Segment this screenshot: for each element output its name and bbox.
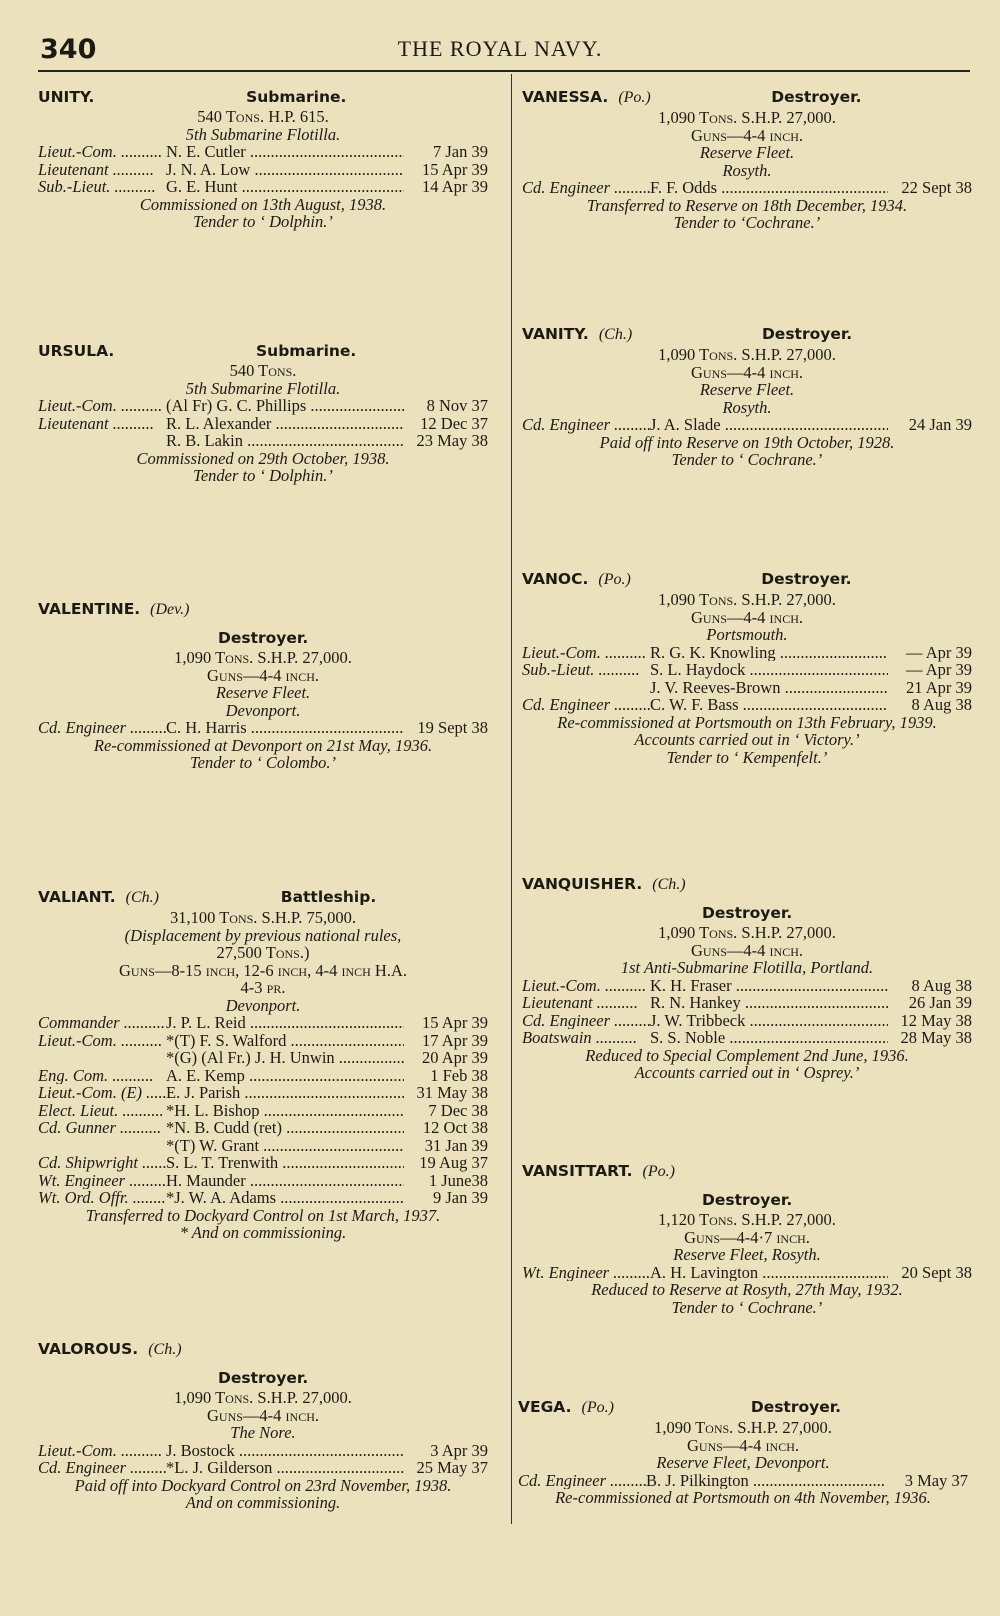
entry-note: Reduced to Special Complement 2nd June, 1936. [585, 1045, 909, 1065]
ship-detail-line: Guns—4-4·7 inch. [684, 1227, 810, 1247]
officer-name: E. J. Parish ..... [166, 1084, 404, 1102]
ship-name: VEGA. [518, 1398, 572, 1416]
officer-row [522, 661, 972, 679]
ship-entry [518, 1398, 968, 1507]
officer-row [38, 1084, 488, 1102]
ship-detail-line: The Nore. [230, 1423, 296, 1442]
ship-detail-line: 1,090 Tons. S.H.P. 27,000. [658, 923, 836, 942]
home-port: (Dev.) [150, 601, 190, 618]
ship-type: Destroyer. [218, 1369, 309, 1387]
ship-entry [38, 600, 488, 772]
appointment-date: 7 Dec 38 [428, 1100, 488, 1120]
officer-row [522, 977, 972, 995]
officer-name: S. L. T. Trenwith ..... [166, 1154, 404, 1172]
officer-row [38, 397, 488, 415]
entry-heading [522, 570, 972, 589]
entry-heading [522, 88, 972, 107]
officer-rank: Sub.-Lieut. ..... [38, 178, 166, 196]
entry-heading [38, 342, 488, 360]
ship-detail-line: 1,090 Tons. S.H.P. 27,000. [654, 1418, 832, 1437]
appointment-date: 20 Sept 38 [901, 1262, 972, 1282]
officer-name: A. E. Kemp ..... [166, 1067, 404, 1085]
home-port: (Ch.) [652, 876, 686, 893]
appointment-date: 12 May 38 [900, 1010, 972, 1030]
officer-name: F. F. Odds ..... [650, 179, 888, 197]
ship-entry [522, 875, 972, 1082]
officer-row [38, 1049, 488, 1067]
entry-heading [38, 888, 488, 907]
home-port: (Po.) [642, 1163, 675, 1180]
officer-name: S. S. Noble ..... [650, 1029, 888, 1047]
officer-row [38, 1172, 488, 1190]
ship-type: Destroyer. [702, 904, 793, 922]
officer-name: B. J. Pilkington ..... [646, 1472, 884, 1490]
officer-name: *(T) W. Grant ..... [166, 1137, 404, 1155]
ship-entry [38, 342, 488, 485]
appointment-date: 17 Apr 39 [422, 1030, 488, 1050]
entry-note: Re-commissioned at Portsmouth on 4th November, 1936. [555, 1488, 931, 1507]
entry-note: Paid off into Dockyard Control on 23rd November, 1938. [74, 1475, 452, 1495]
ship-detail-line: Reserve Fleet, Devonport. [656, 1453, 830, 1472]
ship-detail-line: Guns—4-4 inch. [687, 1435, 799, 1455]
officer-row [522, 416, 972, 434]
appointment-date: 19 Aug 37 [419, 1153, 488, 1172]
officer-name: K. H. Fraser ..... [650, 977, 888, 995]
officer-name: N. E. Cutler ..... [166, 143, 404, 161]
ship-detail-line: 4-3 pr. [240, 978, 286, 997]
ship-detail-line: 31,100 Tons. S.H.P. 75,000. [170, 908, 356, 927]
officer-name: J. N. A. Low ..... [166, 161, 404, 179]
officer-rank: Lieut.-Com. ..... [38, 1442, 166, 1460]
officer-name: A. H. Lavington ..... [650, 1264, 888, 1282]
officer-rank: Lieut.-Com. (E) ..... [38, 1084, 166, 1102]
appointment-date: 19 Sept 38 [417, 718, 488, 737]
officer-name: G. E. Hunt ..... [166, 178, 404, 196]
officer-rank: Cd. Engineer ..... [38, 719, 166, 737]
ship-detail-line: Guns—4-4 inch. [691, 362, 803, 382]
appointment-date: 1 June38 [428, 1170, 488, 1190]
officer-name: C. W. F. Bass ..... [650, 696, 888, 714]
officer-rank: Cd. Gunner ..... [38, 1119, 166, 1137]
appointment-date: 3 Apr 39 [430, 1440, 488, 1460]
officer-rank: Cd. Engineer ..... [522, 416, 650, 434]
entry-note: Tender to ‘ Cochrane.’ [671, 450, 823, 469]
officer-rank: Lieut.-Com. ..... [38, 397, 166, 415]
officer-row [38, 1137, 488, 1155]
officer-row [38, 1442, 488, 1460]
ship-type: Destroyer. [218, 629, 309, 647]
officer-name: R. B. Lakin ..... [166, 432, 404, 450]
officer-rank: Lieutenant ..... [38, 415, 166, 433]
officer-row [38, 1032, 488, 1050]
ship-entry [522, 325, 972, 469]
ship-detail-line: Reserve Fleet. [215, 683, 311, 702]
appointment-date: 3 May 37 [904, 1470, 968, 1490]
ship-detail-line: 5th Submarine Flotilla. [185, 378, 341, 398]
appointment-date: 15 Apr 39 [422, 159, 488, 179]
appointment-date: 23 May 38 [416, 431, 488, 450]
officer-rank: Wt. Engineer ..... [38, 1172, 166, 1190]
officer-row [522, 644, 972, 662]
appointment-date: 8 Aug 38 [911, 695, 972, 714]
officer-rank: Lieut.-Com. ..... [522, 977, 650, 995]
ship-entry [38, 88, 488, 231]
appointment-date: 22 Sept 38 [901, 178, 972, 197]
officer-row [38, 143, 488, 161]
officer-name: *H. L. Bishop ..... [166, 1102, 404, 1120]
ship-type: Submarine. [246, 88, 347, 106]
ship-detail-line: 5th Submarine Flotilla. [185, 124, 341, 144]
appointment-date: 7 Jan 39 [433, 142, 488, 161]
appointment-date: 9 Jan 39 [433, 1188, 488, 1207]
page-number: 340 [40, 34, 97, 65]
entry-note: Transferred to Dockyard Control on 1st March, 1937. [85, 1205, 441, 1225]
appointment-date: 12 Oct 38 [422, 1118, 488, 1137]
officer-name: *(T) F. S. Walford ..... [166, 1032, 404, 1050]
officer-name: J. W. Tribbeck ..... [650, 1012, 888, 1030]
appointment-date: 8 Aug 38 [911, 975, 972, 995]
officer-rank: Cd. Engineer ..... [518, 1472, 646, 1490]
officer-name: C. H. Harris ..... [166, 719, 404, 737]
officer-row [522, 1264, 972, 1282]
officer-row [38, 1102, 488, 1120]
officer-row [38, 1189, 488, 1207]
officer-name: S. L. Haydock ..... [650, 661, 888, 679]
entry-heading [522, 875, 972, 922]
ship-type: Battleship. [280, 888, 377, 906]
ship-detail-line: 540 Tons. H.P. 615. [197, 107, 329, 126]
ship-name: VANITY. [522, 325, 589, 343]
ship-type: Submarine. [256, 342, 357, 360]
ship-detail-line: Portsmouth. [706, 625, 788, 644]
entry-note: Tender to ‘Cochrane.’ [673, 213, 821, 232]
appointment-date: 28 May 38 [900, 1028, 972, 1047]
entry-heading [38, 600, 488, 647]
ship-detail-line: Guns—4-4 inch. [691, 125, 803, 145]
officer-rank [38, 432, 166, 450]
officer-name: J. P. L. Reid ..... [166, 1014, 404, 1032]
officer-name: R. L. Alexander ..... [166, 415, 404, 433]
officer-rank [522, 679, 650, 697]
officer-name: *L. J. Gilderson ..... [166, 1459, 404, 1477]
appointment-date: 25 May 37 [416, 1458, 488, 1477]
officer-name: J. Bostock ..... [166, 1442, 404, 1460]
officer-name: J. V. Reeves-Brown ..... [650, 679, 888, 697]
ship-detail-line: Guns—8-15 inch, 12-6 inch, 4-4 inch H.A. [119, 960, 407, 980]
officer-row [522, 179, 972, 197]
ship-entry [38, 888, 488, 1242]
appointment-date: 15 Apr 39 [422, 1013, 488, 1032]
ship-name: VANSITTART. [522, 1162, 633, 1180]
home-port: (Po.) [618, 89, 651, 106]
ship-name: VALOROUS. [38, 1340, 139, 1358]
entry-note: Re-commissioned at Devonport on 21st May, 1936. [93, 735, 433, 755]
ship-detail-line: Devonport. [225, 995, 301, 1015]
appointment-date: 1 Feb 38 [430, 1065, 488, 1085]
officer-rank: Cd. Engineer ..... [522, 179, 650, 197]
entry-note: Commissioned on 13th August, 1938. [139, 194, 387, 214]
officer-row [38, 1459, 488, 1477]
officer-rank: Lieut.-Com. ..... [38, 143, 166, 161]
officer-rank: Eng. Com. ..... [38, 1067, 166, 1085]
entry-note: Tender to ‘ Dolphin.’ [193, 212, 333, 231]
officer-row [38, 432, 488, 450]
appointment-date: 26 Jan 39 [908, 993, 972, 1012]
ship-entry [522, 88, 972, 232]
entry-heading [518, 1398, 968, 1417]
ship-detail-line: 1st Anti-Submarine Flotilla, Portland. [620, 958, 874, 977]
home-port: (Ch.) [598, 326, 633, 343]
appointment-date: 14 Apr 39 [422, 177, 488, 196]
officer-name: *(G) (Al Fr.) J. H. Unwin ..... [166, 1049, 404, 1067]
entry-heading [38, 88, 488, 106]
entry-note: Tender to ‘ Colombo.’ [189, 753, 337, 772]
ship-detail-line: Reserve Fleet. [699, 143, 795, 162]
officer-row [38, 1154, 488, 1172]
officer-name: (Al Fr) G. C. Phillips ..... [166, 397, 404, 415]
officer-name: *N. B. Cudd (ret) ..... [166, 1119, 404, 1137]
officer-rank: Wt. Engineer ..... [522, 1264, 650, 1282]
ship-detail-line: 1,090 Tons. S.H.P. 27,000. [658, 345, 836, 364]
header-rule [38, 70, 970, 72]
officer-row [38, 1067, 488, 1085]
appointment-date: 8 Nov 37 [426, 396, 488, 415]
officer-rank: Lieut.-Com. ..... [522, 644, 650, 662]
ship-name: VALIANT. [38, 888, 116, 906]
officer-row [522, 1029, 972, 1047]
entry-note: Tender to ‘ Kempenfelt.’ [666, 747, 828, 767]
ship-detail-line: Guns—4-4 inch. [207, 1405, 319, 1425]
ship-detail-line: 1,090 Tons. S.H.P. 27,000. [658, 108, 836, 127]
officer-rank: Lieutenant ..... [522, 994, 650, 1012]
officer-rank: Cd. Engineer ..... [522, 1012, 650, 1030]
appointment-date: 12 Dec 37 [420, 413, 488, 433]
officer-rank: Sub.-Lieut. ..... [522, 661, 650, 679]
officer-row [522, 696, 972, 714]
ship-detail-line: 27,500 Tons.) [216, 943, 310, 962]
appointment-date: 31 Jan 39 [424, 1135, 488, 1155]
entry-note: Commissioned on 29th October, 1938. [136, 448, 390, 468]
entry-note: Tender to ‘ Cochrane.’ [671, 1297, 823, 1317]
ship-entry [522, 570, 972, 766]
ship-detail-line: Devonport. [225, 700, 301, 720]
ship-detail-line: Guns—4-4 inch. [207, 665, 319, 685]
ship-detail-line: Guns—4-4 inch. [691, 940, 803, 960]
entry-note: Accounts carried out in ‘ Osprey.’ [634, 1063, 860, 1082]
officer-row [522, 1012, 972, 1030]
appointment-date: — Apr 39 [906, 642, 972, 662]
ship-detail-line: 1,090 Tons. S.H.P. 27,000. [658, 590, 836, 609]
ship-name: VANESSA. [522, 88, 609, 106]
entry-note: * And on commissioning. [179, 1223, 347, 1242]
ship-name: VANQUISHER. [522, 875, 643, 893]
officer-row [38, 178, 488, 196]
officer-rank: Cd. Engineer ..... [522, 696, 650, 714]
officer-name: R. G. K. Knowling ..... [650, 644, 888, 662]
appointment-date: 20 Apr 39 [422, 1048, 488, 1067]
ship-name: UNITY. [38, 88, 95, 106]
officer-row [38, 1014, 488, 1032]
officer-name: H. Maunder ..... [166, 1172, 404, 1190]
ship-detail-line: Reserve Fleet. [699, 380, 795, 399]
appointment-date: — Apr 39 [906, 660, 972, 679]
officer-rank: Lieutenant ..... [38, 161, 166, 179]
officer-row [38, 719, 488, 737]
entry-note: Paid off into Reserve on 19th October, 1928. [599, 432, 895, 452]
entry-note: Transferred to Reserve on 18th December, 1934. [586, 195, 908, 215]
entry-heading [38, 1340, 488, 1387]
officer-rank [38, 1137, 166, 1155]
officer-rank: Boatswain ..... [522, 1029, 650, 1047]
column-divider [511, 74, 512, 1524]
entry-heading [522, 1162, 972, 1209]
officer-rank: Elect. Lieut. ..... [38, 1102, 166, 1120]
ship-detail-line: 1,120 Tons. S.H.P. 27,000. [658, 1210, 836, 1229]
ship-detail-line: Rosyth. [722, 397, 772, 417]
ship-type: Destroyer. [771, 88, 862, 106]
home-port: (Po.) [581, 1399, 614, 1416]
officer-rank: Cd. Shipwright ..... [38, 1154, 166, 1172]
ship-detail-line: Rosyth. [722, 160, 772, 180]
officer-rank [38, 1049, 166, 1067]
ship-type: Destroyer. [750, 1398, 842, 1416]
appointment-date: 24 Jan 39 [908, 415, 972, 434]
ship-detail-line: Guns—4-4 inch. [691, 607, 803, 627]
officer-row [522, 679, 972, 697]
ship-entry [38, 1340, 488, 1512]
officer-row [38, 161, 488, 179]
ship-detail-line: 1,090 Tons. S.H.P. 27,000. [174, 1388, 352, 1407]
entry-note: Reduced to Reserve at Rosyth, 27th May, 1932. [591, 1280, 903, 1299]
officer-row [38, 415, 488, 433]
officer-rank: Commander ..... [38, 1014, 166, 1032]
officer-rank: Cd. Engineer ..... [38, 1459, 166, 1477]
ship-detail-line: 540 Tons. [229, 361, 297, 380]
officer-row [518, 1472, 968, 1490]
appointment-date: 21 Apr 39 [906, 677, 972, 697]
officer-rank: Wt. Ord. Offr. ..... [38, 1189, 166, 1207]
ship-type: Destroyer. [761, 570, 852, 588]
ship-name: VALENTINE. [38, 600, 141, 618]
home-port: (Ch.) [125, 889, 159, 906]
ship-name: VANOC. [522, 570, 589, 588]
ship-type: Destroyer. [761, 325, 853, 343]
entry-note: And on commissioning. [185, 1493, 341, 1512]
entry-note: Accounts carried out in ‘ Victory.’ [634, 730, 860, 749]
officer-name: J. A. Slade ..... [650, 416, 888, 434]
ship-type: Destroyer. [702, 1191, 793, 1209]
ship-detail-line: (Displacement by previous national rules, [124, 925, 402, 945]
appointment-date: 31 May 38 [416, 1083, 488, 1102]
officer-rank: Lieut.-Com. ..... [38, 1032, 166, 1050]
running-title: THE ROYAL NAVY. [397, 36, 603, 61]
entry-heading [522, 325, 972, 344]
ship-detail-line: 1,090 Tons. S.H.P. 27,000. [174, 648, 352, 667]
officer-name: *J. W. A. Adams ..... [166, 1189, 404, 1207]
ship-entry [522, 1162, 972, 1316]
ship-name: URSULA. [38, 342, 115, 360]
officer-row [522, 994, 972, 1012]
officer-name: R. N. Hankey ..... [650, 994, 888, 1012]
ship-detail-line: Reserve Fleet, Rosyth. [673, 1245, 821, 1264]
entry-note: Re-commissioned at Portsmouth on 13th February, 1939. [557, 712, 937, 732]
home-port: (Ch.) [148, 1341, 182, 1358]
home-port: (Po.) [598, 571, 631, 588]
entry-note: Tender to ‘ Dolphin.’ [193, 466, 333, 485]
officer-row [38, 1119, 488, 1137]
